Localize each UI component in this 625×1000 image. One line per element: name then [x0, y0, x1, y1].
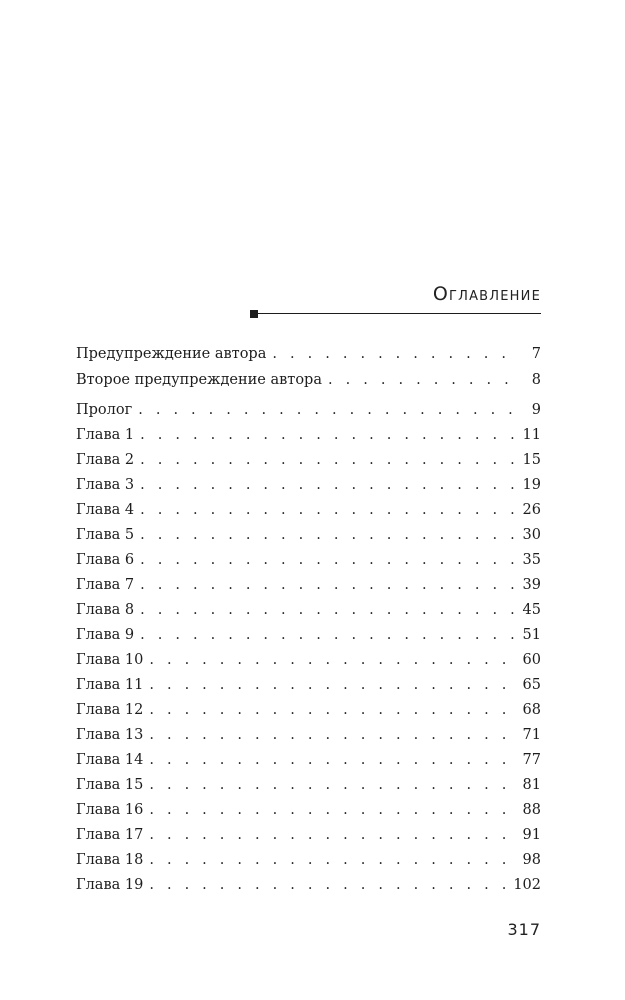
dot-leader	[140, 550, 515, 570]
toc-entry-label: Глава 14	[76, 752, 144, 768]
toc-entry-page: 8	[531, 372, 541, 388]
toc-entry-label: Глава 17	[76, 827, 144, 843]
dot-leader	[140, 525, 515, 545]
toc-entry-page: 9	[531, 402, 541, 418]
toc-entry-label: Глава 9	[76, 627, 135, 643]
toc-entry-label: Глава 16	[76, 802, 144, 818]
toc-entry-label: Глава 6	[76, 552, 135, 568]
dot-leader	[140, 500, 515, 520]
dot-leader	[149, 875, 507, 895]
toc-entry-label: Предупреждение автора	[76, 346, 267, 362]
toc-entry[interactable]	[76, 600, 541, 620]
toc-entry[interactable]	[76, 400, 541, 420]
toc-entry-label: Пролог	[76, 402, 133, 418]
toc-entry-page: 7	[531, 346, 541, 362]
heading-rule	[250, 310, 541, 318]
toc-entry[interactable]	[76, 875, 541, 895]
toc-entry[interactable]	[76, 450, 541, 470]
toc-entry-label: Глава 18	[76, 852, 144, 868]
toc-entry-label: Глава 1	[76, 427, 135, 443]
toc-entry-label: Глава 8	[76, 602, 135, 618]
toc-entry[interactable]	[76, 825, 541, 845]
toc-entry[interactable]	[76, 775, 541, 795]
dot-leader	[140, 600, 515, 620]
dot-leader	[140, 575, 515, 595]
dot-leader	[138, 400, 515, 420]
toc-entry[interactable]	[76, 525, 541, 545]
dot-leader	[328, 370, 515, 390]
dot-leader	[140, 450, 515, 470]
toc-entry-label: Глава 4	[76, 502, 135, 518]
toc-entry-page: 91	[522, 827, 541, 843]
toc-entry-page: 81	[522, 777, 541, 793]
rule-line	[258, 313, 541, 314]
dot-leader	[272, 344, 515, 364]
toc-entry-label: Глава 12	[76, 702, 144, 718]
toc-entry-page: 65	[522, 677, 541, 693]
toc-entry[interactable]	[76, 675, 541, 695]
toc-heading: Оглавление	[432, 283, 541, 305]
toc-entry-label: Глава 7	[76, 577, 135, 593]
toc-entry-page: 39	[522, 577, 541, 593]
toc-entry-page: 102	[513, 877, 541, 893]
toc-entry[interactable]	[76, 725, 541, 745]
toc-entry-page: 51	[522, 627, 541, 643]
toc-entry-label: Глава 19	[76, 877, 144, 893]
dot-leader	[140, 625, 515, 645]
toc-entry[interactable]	[76, 475, 541, 495]
toc-entry-page: 19	[522, 477, 541, 493]
toc-entry[interactable]	[76, 850, 541, 870]
toc-entry-label: Глава 3	[76, 477, 135, 493]
toc-entry-page: 26	[522, 502, 541, 518]
rule-square-marker	[250, 310, 258, 318]
toc-entry[interactable]	[76, 425, 541, 445]
toc-entry[interactable]	[76, 650, 541, 670]
page-number: 317	[507, 920, 541, 939]
toc-entry[interactable]	[76, 370, 541, 390]
toc-entry[interactable]	[76, 750, 541, 770]
toc-entry-page: 15	[522, 452, 541, 468]
toc-entry-label: Глава 11	[76, 677, 144, 693]
dot-leader	[149, 700, 515, 720]
toc-entry-page: 88	[522, 802, 541, 818]
toc-entry-page: 30	[522, 527, 541, 543]
dot-leader	[140, 425, 515, 445]
toc-entry-page: 77	[522, 752, 541, 768]
toc-entry-page: 45	[522, 602, 541, 618]
dot-leader	[149, 800, 515, 820]
toc-entry-page: 11	[522, 427, 541, 443]
toc-entry[interactable]	[76, 700, 541, 720]
toc-entry-label: Глава 2	[76, 452, 135, 468]
dot-leader	[149, 725, 515, 745]
toc-entry[interactable]	[76, 625, 541, 645]
toc-entry-label: Второе предупреждение автора	[76, 372, 322, 388]
dot-leader	[149, 750, 515, 770]
toc-entry[interactable]	[76, 344, 541, 364]
dot-leader	[149, 775, 515, 795]
dot-leader	[149, 650, 515, 670]
toc-entry-label: Глава 13	[76, 727, 144, 743]
toc-entry-page: 35	[522, 552, 541, 568]
toc-entry-page: 98	[522, 852, 541, 868]
toc-entry-label: Глава 5	[76, 527, 135, 543]
toc-entry-label: Глава 15	[76, 777, 144, 793]
toc-entry-page: 60	[522, 652, 541, 668]
toc-entry[interactable]	[76, 550, 541, 570]
toc-entry[interactable]	[76, 575, 541, 595]
toc-entry-label: Глава 10	[76, 652, 144, 668]
dot-leader	[149, 850, 515, 870]
toc-entry[interactable]	[76, 500, 541, 520]
dot-leader	[149, 675, 515, 695]
dot-leader	[140, 475, 515, 495]
dot-leader	[149, 825, 515, 845]
toc-entry-page: 68	[522, 702, 541, 718]
toc-entry[interactable]	[76, 800, 541, 820]
toc-entry-page: 71	[522, 727, 541, 743]
